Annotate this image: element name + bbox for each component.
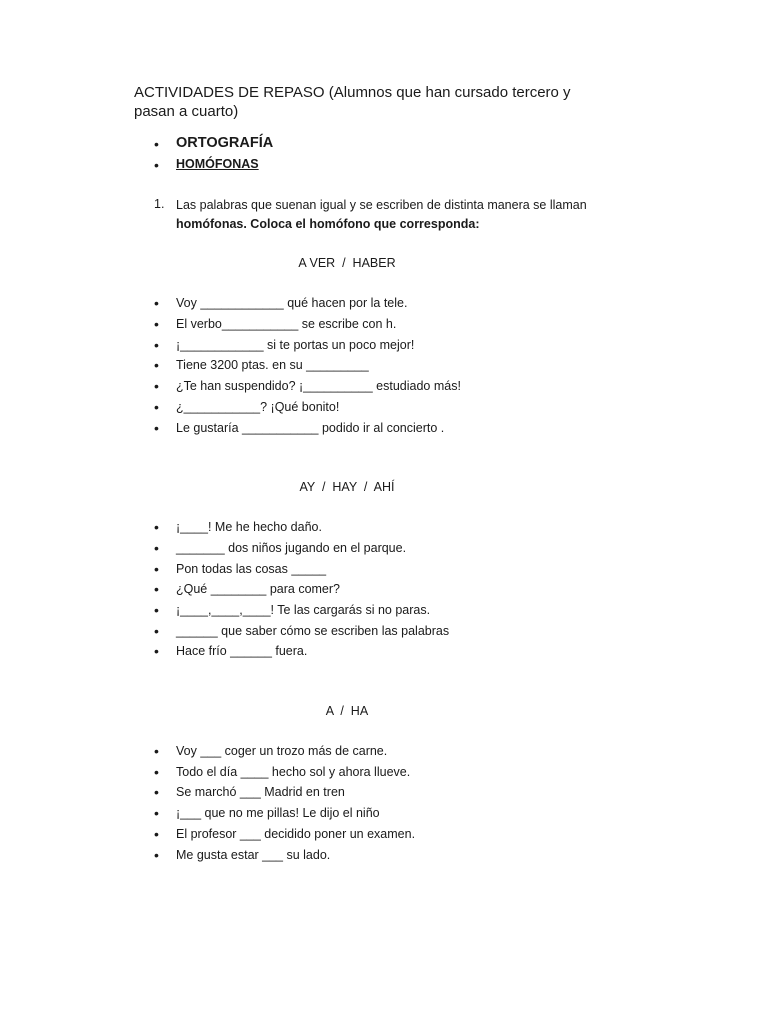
list-item: Todo el día ____ hecho sol y ahora llueve. bbox=[176, 765, 411, 779]
bullet-icon: • bbox=[154, 157, 159, 173]
bullet-icon: • bbox=[154, 316, 159, 332]
exercise-number: 1. bbox=[154, 197, 165, 211]
bullet-icon: • bbox=[154, 847, 159, 863]
list-item: _______ dos niños jugando en el parque. bbox=[176, 541, 407, 555]
bullet-icon: • bbox=[154, 357, 159, 373]
list-item: ¿___________? ¡Qué bonito! bbox=[176, 400, 340, 414]
list-item: Pon todas las cosas _____ bbox=[176, 562, 327, 576]
list-item: Le gustaría ___________ podido ir al concierto . bbox=[176, 421, 445, 435]
bullet-icon: • bbox=[154, 764, 159, 780]
bullet-icon: • bbox=[154, 540, 159, 556]
list-item: Se marchó ___ Madrid en tren bbox=[176, 785, 345, 799]
bullet-icon: • bbox=[154, 623, 159, 639]
section-title: A VER / HABER bbox=[298, 256, 396, 270]
bullet-icon: • bbox=[154, 399, 159, 415]
list-item: El verbo___________ se escribe con h. bbox=[176, 317, 397, 331]
bullet-icon: • bbox=[154, 784, 159, 800]
list-item: ¡____,____,____! Te las cargarás si no paras. bbox=[176, 603, 431, 617]
list-item: ¡____________ si te portas un poco mejor! bbox=[176, 338, 415, 352]
list-item: ______ que saber cómo se escriben las palabras bbox=[176, 624, 450, 638]
bullet-icon: • bbox=[154, 519, 159, 535]
exercise-intro-bold: homófonas. Coloca el homófono que corresponda: bbox=[176, 217, 480, 231]
section-title: A / HA bbox=[325, 704, 369, 718]
bullet-icon: • bbox=[154, 295, 159, 311]
bullet-icon: • bbox=[154, 561, 159, 577]
list-item: El profesor ___ decidido poner un examen. bbox=[176, 827, 416, 841]
list-item: ¡____! Me he hecho daño. bbox=[176, 520, 322, 534]
exercise-intro: Las palabras que suenan igual y se escriben de distinta manera se llaman bbox=[176, 198, 587, 212]
list-item: ¿Te han suspendido? ¡__________ estudiado más! bbox=[176, 379, 461, 393]
bullet-icon: • bbox=[154, 581, 159, 597]
section-title: AY / HAY / AHÍ bbox=[299, 480, 395, 494]
list-item: Hace frío ______ fuera. bbox=[176, 644, 308, 658]
list-item: Voy ____________ qué hacen por la tele. bbox=[176, 296, 408, 310]
list-item: Tiene 3200 ptas. en su _________ bbox=[176, 358, 369, 372]
list-item: Voy ___ coger un trozo más de carne. bbox=[176, 744, 388, 758]
heading-ortografia: ORTOGRAFÍA bbox=[176, 135, 274, 151]
bullet-icon: • bbox=[154, 743, 159, 759]
bullet-icon: • bbox=[154, 337, 159, 353]
bullet-icon: • bbox=[154, 805, 159, 821]
bullet-icon: • bbox=[154, 420, 159, 436]
exercise-instructions bbox=[176, 196, 616, 234]
bullet-icon: • bbox=[154, 136, 159, 152]
heading-homofonas: HOMÓFONAS bbox=[176, 157, 259, 171]
list-item: ¿Qué ________ para comer? bbox=[176, 582, 340, 596]
bullet-icon: • bbox=[154, 602, 159, 618]
list-item: ¡___ que no me pillas! Le dijo el niño bbox=[176, 806, 380, 820]
page-title: ACTIVIDADES DE REPASO (Alumnos que han cursado tercero y pasan a cuarto) bbox=[134, 84, 571, 120]
bullet-icon: • bbox=[154, 378, 159, 394]
bullet-icon: • bbox=[154, 826, 159, 842]
list-item: Me gusta estar ___ su lado. bbox=[176, 848, 331, 862]
bullet-icon: • bbox=[154, 643, 159, 659]
